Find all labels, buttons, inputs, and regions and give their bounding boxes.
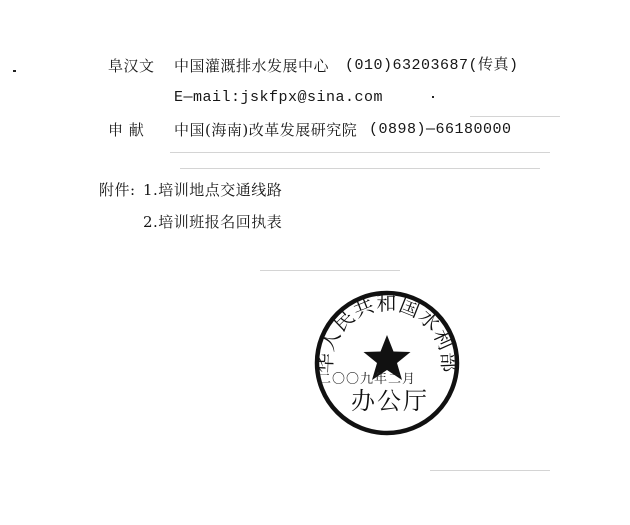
attachment-item: 2.培训班报名回执表: [143, 213, 283, 231]
scan-speck: [432, 96, 434, 98]
contact-email: E—mail:jskfpx@sina.com: [174, 89, 384, 106]
attachments-label: 附件:: [99, 181, 136, 199]
scan-speck: [13, 70, 16, 72]
seal-arc-text: 华人民共和国水利部: [312, 291, 462, 374]
contact-phone: (010)63203687(传真): [345, 57, 519, 74]
attachment-item: 1.培训地点交通线路: [143, 181, 283, 199]
seal-date: 二〇〇九年二月: [318, 372, 417, 387]
bleed-through-mark: [170, 152, 550, 153]
contact-organization: 中国灌溉排水发展中心: [174, 57, 330, 75]
bleed-through-mark: [430, 470, 550, 471]
contact-organization: 中国(海南)改革发展研究院: [174, 121, 358, 139]
bleed-through-mark: [260, 270, 400, 271]
contact-phone: (0898)—66180000: [369, 121, 512, 138]
contact-name: 阜汉文: [108, 57, 155, 75]
issuing-office: 办公厅: [351, 387, 429, 415]
bleed-through-mark: [470, 116, 560, 117]
bleed-through-mark: [180, 168, 540, 169]
contact-name: 申 献: [108, 121, 145, 139]
